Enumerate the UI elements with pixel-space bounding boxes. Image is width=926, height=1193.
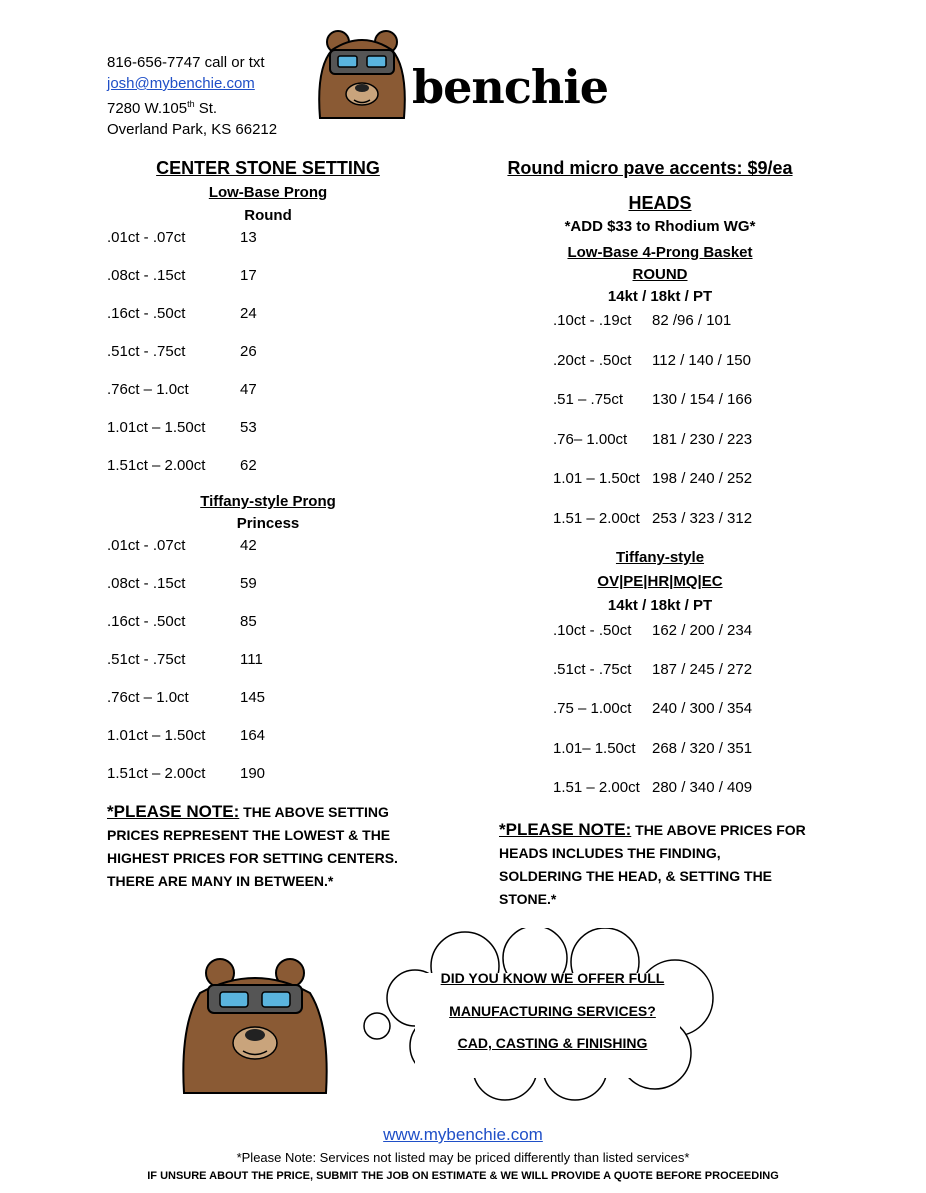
size-range: .10ct - .50ct bbox=[553, 622, 632, 639]
size-range: 1.51 – 2.00ct bbox=[553, 509, 640, 527]
size-range: .51ct - .75ct bbox=[107, 651, 186, 668]
price-value: 82 /96 / 101 bbox=[652, 312, 732, 329]
price-row bbox=[107, 343, 257, 360]
footer-warning: IF UNSURE ABOUT THE PRICE, SUBMIT THE JOB ON ESTIMATE & WE WILL PROVIDE A QUOTE BEFORE PROCEEDING bbox=[147, 1170, 779, 1182]
low-base-prong-heading: Low-Base Prong bbox=[208, 184, 328, 201]
round-shape-label: ROUND bbox=[632, 266, 688, 283]
size-range: .76ct – 1.0ct bbox=[107, 381, 189, 398]
shapes-label: OV|PE|HR|MQ|EC bbox=[597, 573, 723, 590]
rhodium-note: *ADD $33 to Rhodium WG* bbox=[564, 218, 756, 235]
size-range: .08ct - .15ct bbox=[107, 575, 186, 592]
price-value: 111 bbox=[240, 651, 263, 668]
price-value: 59 bbox=[240, 575, 257, 592]
bear-mascot-icon bbox=[178, 955, 333, 1095]
email-link[interactable]: josh@mybenchie.com bbox=[107, 75, 255, 92]
price-value: 62 bbox=[240, 457, 257, 474]
price-row bbox=[107, 727, 266, 744]
size-range: 1.51 – 2.00ct bbox=[553, 778, 640, 796]
phone: 816-656-7747 call or txt bbox=[107, 54, 265, 71]
price-value: 187 / 245 / 272 bbox=[652, 661, 753, 679]
price-value: 198 / 240 / 252 bbox=[652, 470, 753, 487]
size-range: .10ct - .19ct bbox=[553, 312, 632, 329]
price-value: 24 bbox=[240, 305, 257, 322]
size-range: 1.01ct – 1.50ct bbox=[107, 727, 206, 744]
contact-block bbox=[107, 52, 277, 140]
price-row bbox=[553, 778, 753, 796]
address-line-1: 7280 W.105th St. bbox=[107, 99, 218, 117]
size-range: 1.51ct – 2.00ct bbox=[107, 457, 206, 474]
price-row bbox=[107, 229, 257, 246]
price-value: 17 bbox=[240, 267, 257, 284]
tiffany-prong-heading: Tiffany-style Prong bbox=[200, 493, 336, 510]
price-row bbox=[553, 661, 753, 679]
price-value: 190 bbox=[240, 765, 266, 782]
pave-accents-title: Round micro pave accents: $9/ea bbox=[507, 158, 793, 178]
size-range: 1.01 – 1.50ct bbox=[553, 470, 640, 487]
price-row bbox=[107, 267, 257, 284]
size-range: .76ct – 1.0ct bbox=[107, 689, 189, 706]
size-range: 1.51ct – 2.00ct bbox=[107, 765, 206, 782]
price-value: 181 / 230 / 223 bbox=[652, 430, 753, 448]
footer-note: *Please Note: Services not listed may be priced differently than listed services* bbox=[236, 1150, 690, 1165]
heads-title: HEADS bbox=[628, 193, 692, 213]
price-value: 26 bbox=[240, 343, 257, 360]
price-row bbox=[553, 312, 732, 329]
basket-heading: Low-Base 4-Prong Basket bbox=[567, 244, 753, 261]
size-range: 1.01ct – 1.50ct bbox=[107, 419, 206, 436]
size-range: .51 – .75ct bbox=[553, 391, 624, 408]
left-note: *PLEASE NOTE: THE ABOVE SETTING PRICES REPRESENT THE LOWEST & THE HIGHEST PRICES FOR SETTING CENTERS. THERE ARE MANY IN BETWEEN.* bbox=[107, 802, 398, 889]
brand-wordmark: benchie bbox=[412, 60, 609, 114]
price-row bbox=[107, 419, 257, 436]
price-row bbox=[107, 765, 266, 782]
price-row bbox=[107, 305, 257, 322]
website-link[interactable]: www.mybenchie.com bbox=[383, 1125, 543, 1144]
price-value: 112 / 140 / 150 bbox=[652, 351, 751, 369]
price-value: 162 / 200 / 234 bbox=[652, 622, 753, 639]
price-row bbox=[107, 689, 266, 706]
size-range: .01ct - .07ct bbox=[107, 229, 186, 246]
price-value: 268 / 320 / 351 bbox=[652, 739, 753, 757]
price-value: 47 bbox=[240, 381, 257, 398]
size-range: .51ct - .75ct bbox=[553, 661, 632, 679]
size-range: .01ct - .07ct bbox=[107, 537, 186, 554]
bear-logo-icon bbox=[312, 28, 412, 123]
price-row bbox=[553, 470, 753, 487]
metals-label-2: 14kt / 18kt / PT bbox=[607, 597, 713, 614]
price-row bbox=[107, 613, 257, 630]
size-range: .51ct - .75ct bbox=[107, 343, 186, 360]
price-row bbox=[553, 430, 753, 448]
price-value: 42 bbox=[240, 537, 257, 554]
princess-label: Princess bbox=[236, 515, 300, 532]
size-range: .76– 1.00ct bbox=[553, 430, 628, 448]
price-value: 130 / 154 / 166 bbox=[652, 391, 753, 408]
price-row bbox=[553, 351, 751, 369]
cloud-line-3: CAD, CASTING & FINISHING bbox=[457, 1035, 648, 1051]
price-row bbox=[107, 575, 257, 592]
center-stone-setting-title: CENTER STONE SETTING bbox=[156, 158, 380, 178]
price-row bbox=[107, 381, 257, 398]
metals-label-1: 14kt / 18kt / PT bbox=[607, 288, 713, 305]
size-range: .08ct - .15ct bbox=[107, 267, 186, 284]
price-value: 53 bbox=[240, 419, 257, 436]
price-value: 240 / 300 / 354 bbox=[652, 700, 753, 718]
address-line-2: Overland Park, KS 66212 bbox=[107, 121, 278, 138]
price-row bbox=[553, 700, 753, 718]
price-value: 280 / 340 / 409 bbox=[652, 778, 753, 796]
price-row bbox=[553, 739, 753, 757]
cloud-line-1: DID YOU KNOW WE OFFER FULL bbox=[440, 970, 665, 986]
price-row bbox=[107, 537, 257, 554]
price-value: 164 bbox=[240, 727, 266, 744]
price-row bbox=[107, 457, 257, 474]
size-range: .16ct - .50ct bbox=[107, 305, 186, 322]
price-value: 13 bbox=[240, 229, 257, 246]
size-range: .20ct - .50ct bbox=[553, 351, 632, 369]
size-range: 1.01– 1.50ct bbox=[553, 739, 636, 757]
size-range: .75 – 1.00ct bbox=[553, 700, 632, 718]
price-row bbox=[107, 651, 263, 668]
round-label: Round bbox=[244, 207, 292, 224]
size-range: .16ct - .50ct bbox=[107, 613, 186, 630]
tiffany-heads-heading: Tiffany-style bbox=[615, 549, 705, 566]
price-row bbox=[553, 509, 753, 527]
price-value: 145 bbox=[240, 689, 266, 706]
price-value: 85 bbox=[240, 613, 257, 630]
price-row bbox=[553, 391, 753, 408]
price-value: 253 / 323 / 312 bbox=[652, 509, 753, 527]
right-note: *PLEASE NOTE: THE ABOVE PRICES FOR HEADS INCLUDES THE FINDING, SOLDERING THE HEAD, & SETTING THE STONE.* bbox=[499, 820, 806, 907]
price-row bbox=[553, 622, 753, 639]
cloud-line-2: MANUFACTURING SERVICES? bbox=[449, 1003, 656, 1019]
